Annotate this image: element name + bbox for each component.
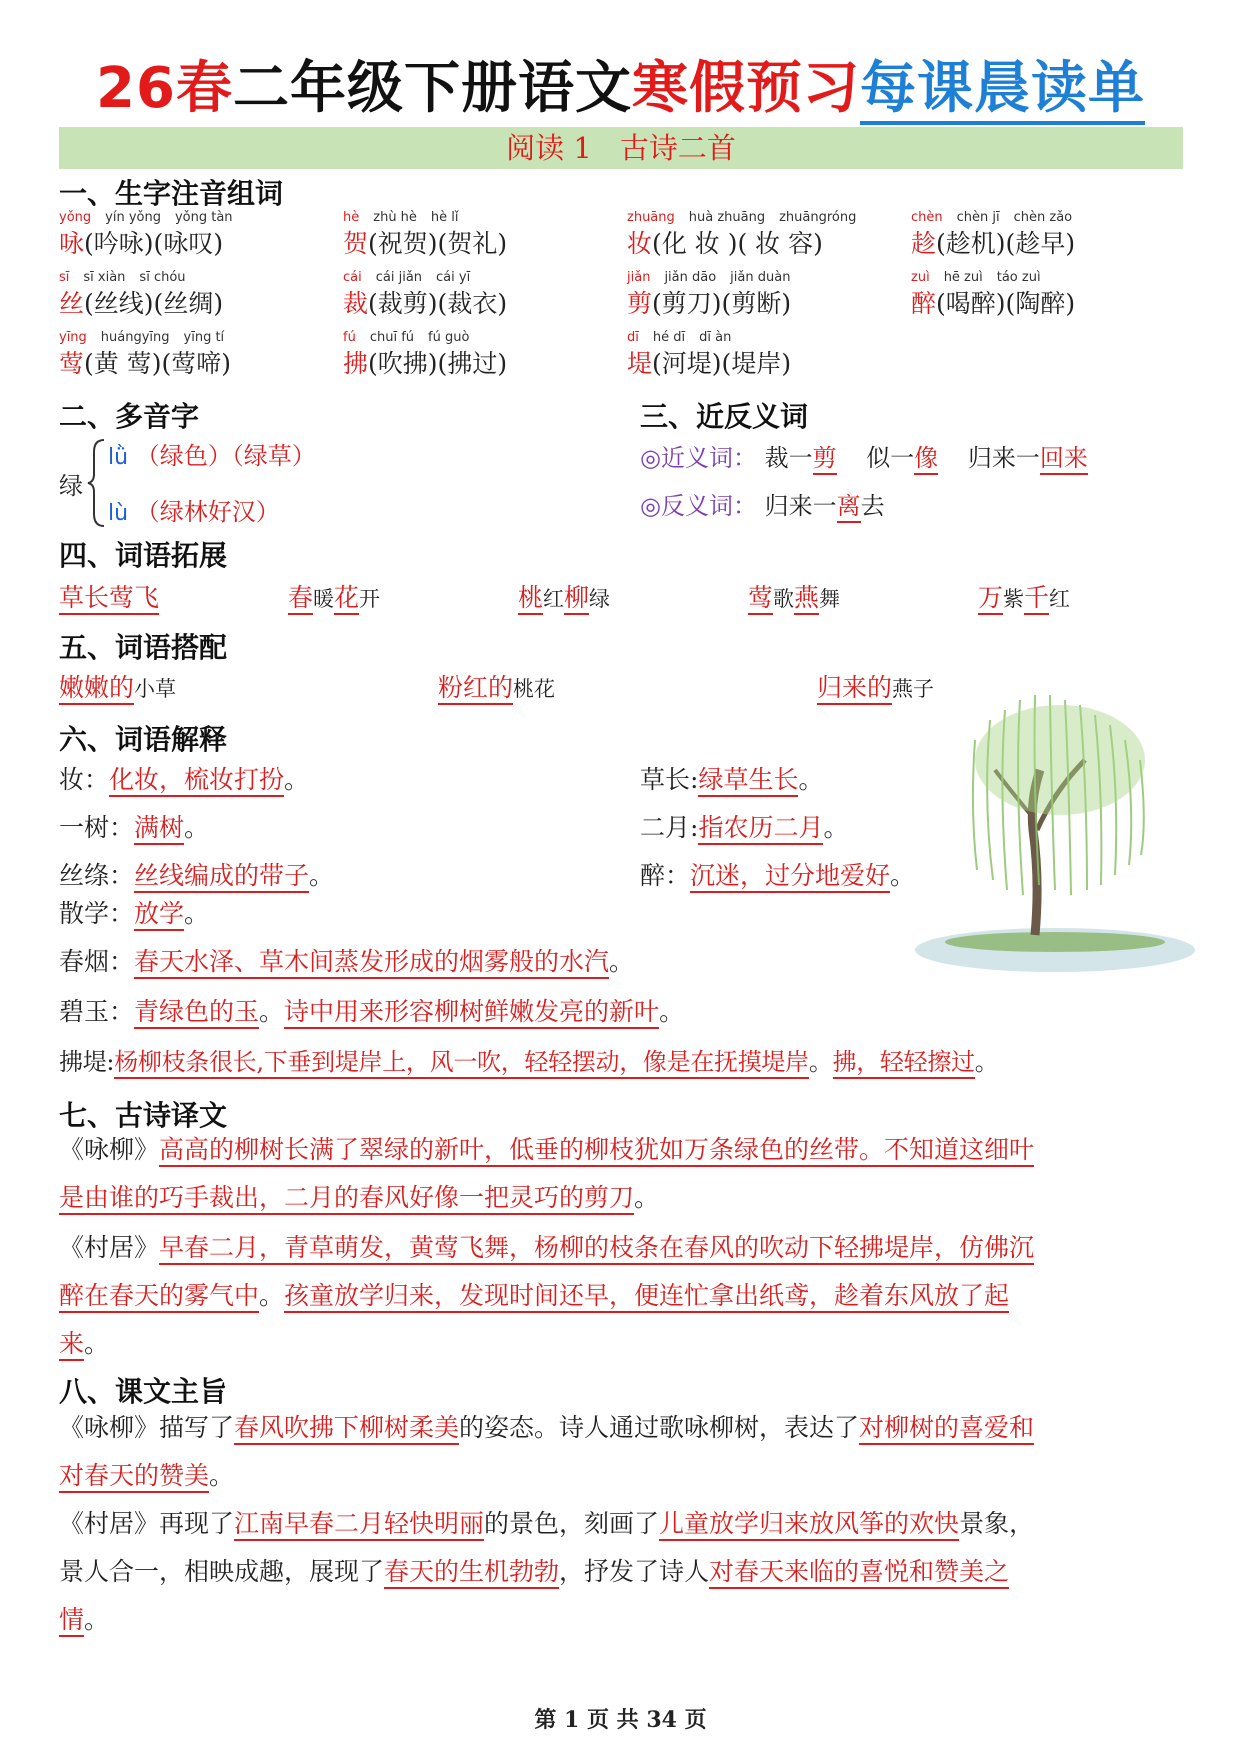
idiom-rest: 红: [1049, 587, 1071, 611]
syn-b: 像: [914, 444, 938, 475]
pinyin-row: [627, 270, 790, 285]
section-heading: 三、近反义词: [640, 400, 809, 433]
character: 裁: [343, 289, 369, 318]
translation-text: 是由谁的巧手裁出，二月的春风好像一把灵巧的剪刀: [59, 1183, 634, 1215]
word-pinyin: cái jiǎn: [375, 270, 423, 285]
syn-b: 剪: [813, 444, 837, 475]
syn-a: 归来一: [967, 444, 1040, 472]
idiom-item: [59, 578, 159, 614]
punct: 。: [890, 861, 916, 890]
char-pinyin: sī: [59, 270, 70, 285]
word: 化 妆: [661, 229, 728, 258]
pinyin: lǜ: [108, 445, 129, 470]
pinyin-row: [59, 210, 233, 225]
ant-b: 离: [837, 492, 861, 523]
pinyin: lù: [108, 501, 129, 526]
char-words: 丝(丝线)(丝绸): [59, 289, 224, 318]
char-pinyin: cái: [343, 270, 362, 285]
punct: 。: [209, 1461, 235, 1490]
character: 咏: [59, 229, 85, 258]
idiom-key: 春: [288, 583, 313, 615]
noun: 小草: [134, 677, 177, 701]
char-pinyin: zhuāng: [627, 210, 675, 225]
idiom-key: 花: [334, 583, 359, 615]
idiom-rest: 歌: [773, 587, 795, 611]
pinyin-row: [343, 270, 470, 285]
term: 碧玉：: [59, 997, 135, 1026]
punct: 。: [659, 997, 685, 1026]
meaning: 满树: [134, 813, 184, 845]
synonyms-line: [640, 438, 1088, 473]
meaning: 杨柳枝条很长,下垂到堤岸上，风一吹，轻轻摆动，像是在抚摸堤岸: [114, 1048, 809, 1079]
polyphone-reading-2: [108, 492, 280, 527]
word: 拂过: [447, 349, 498, 378]
char-pinyin: hè: [343, 210, 360, 225]
key-text: 儿童放学归来放风筝的欢快: [659, 1509, 959, 1541]
word-pinyin: dī àn: [699, 330, 732, 345]
character: 堤: [627, 349, 653, 378]
word-pinyin: cái yī: [436, 270, 471, 285]
word: 剪断: [731, 289, 782, 318]
idiom-rest: 红: [543, 587, 565, 611]
character: 莺: [59, 349, 85, 378]
idiom-rest: 舞: [819, 587, 841, 611]
term: 春烟：: [59, 947, 135, 976]
pinyin-row: [911, 270, 1041, 285]
title-grade: 二年级下册语文: [232, 56, 632, 121]
text: 《咏柳》描写了: [59, 1413, 235, 1442]
punct: 。: [808, 1048, 833, 1076]
punct: 。: [634, 1183, 660, 1212]
term: 拂堤:: [59, 1048, 115, 1076]
word: 吟咏: [93, 229, 144, 258]
char-pinyin: yǒng: [59, 210, 92, 225]
idiom-rest: 开: [359, 587, 381, 611]
punct: 。: [823, 813, 849, 842]
character: 趁: [911, 229, 937, 258]
punct: 。: [84, 1329, 110, 1358]
translation-yongliu: [59, 1126, 1189, 1222]
key-text: 对春天来临的喜悦和赞美之: [709, 1557, 1009, 1589]
punct: 。: [259, 997, 285, 1026]
syn-a: 裁一: [764, 444, 813, 472]
lesson-number: 阅读 1: [506, 131, 592, 165]
syn-a: 似一: [866, 444, 915, 472]
translation-cunju: [59, 1224, 1189, 1368]
definition-item: [59, 856, 334, 892]
polyphone-char: 绿: [59, 472, 83, 500]
punct: 。: [309, 861, 335, 890]
definition-item: [640, 856, 915, 892]
text: ，抒发了诗人: [559, 1557, 710, 1586]
term: 草长:: [640, 765, 699, 794]
punct: 。: [609, 947, 635, 976]
char-words: 莺(黄 莺)(莺啼): [59, 349, 232, 378]
word-pinyin: huángyīng: [100, 330, 170, 345]
modifier: 归来的: [817, 673, 892, 705]
meaning: 指农历二月: [698, 813, 823, 845]
text: 景象，: [959, 1509, 1035, 1538]
modifier: 嫩嫩的: [59, 673, 134, 705]
definition-item: [640, 760, 823, 796]
idiom-key: 燕: [794, 583, 819, 615]
word: 裁衣: [447, 289, 498, 318]
section-heading: 八、课文主旨: [59, 1375, 228, 1408]
definition-item: [59, 760, 309, 796]
char-words: 堤(河堤)(堤岸): [627, 349, 792, 378]
idiom-key: 千: [1024, 583, 1049, 615]
translation-text: 来: [59, 1329, 84, 1361]
idiom-item: [748, 578, 840, 614]
polyphone-reading-1: [108, 436, 316, 471]
word: 吹拂: [377, 349, 428, 378]
character: 妆: [627, 229, 653, 258]
word-pinyin: hē zuì: [943, 270, 983, 285]
antonyms-line: [640, 486, 885, 521]
char-words: 拂(吹拂)(拂过): [343, 349, 508, 378]
word-pinyin: chèn zǎo: [1013, 210, 1073, 225]
word: 喝醉: [945, 289, 996, 318]
brace-icon: [86, 438, 108, 528]
noun: 桃花: [513, 677, 556, 701]
word-pinyin: chuī fú: [369, 330, 415, 345]
word-pinyin: táo zuì: [996, 270, 1041, 285]
char-pinyin: chèn: [911, 210, 943, 225]
meaning: 春天水泽、草木间蒸发形成的烟雾般的水汽: [134, 947, 609, 979]
idiom-key: 万: [978, 583, 1003, 615]
page-title: [0, 44, 1241, 124]
modifier: 粉红的: [438, 673, 513, 705]
word: 裁剪: [377, 289, 428, 318]
char-words: 妆(化 妆 )( 妆 容): [627, 229, 823, 258]
word-pinyin: yín yǒng: [105, 210, 161, 225]
word-pinyin: jiǎn dāo: [664, 270, 717, 285]
meaning: 拂，轻轻擦过: [833, 1048, 975, 1079]
word: 黄 莺: [93, 349, 152, 378]
noun: 燕子: [892, 677, 935, 701]
idiom-item: [978, 578, 1070, 614]
word-pinyin: zhù hè: [373, 210, 417, 225]
word: 丝绸: [163, 289, 214, 318]
char-words: 咏(吟咏)(咏叹): [59, 229, 224, 258]
character: 贺: [343, 229, 369, 258]
term: 妆：: [59, 765, 110, 794]
character: 剪: [627, 289, 653, 318]
idiom-key: 莺飞: [109, 583, 159, 615]
text: 的景色，刻画了: [484, 1509, 660, 1538]
word: 妆 容: [747, 229, 814, 258]
character: 拂: [343, 349, 369, 378]
word: 贺礼: [447, 229, 498, 258]
pinyin-row: [911, 210, 1072, 225]
character: 丝: [59, 289, 85, 318]
idiom-key: 桃: [518, 583, 543, 615]
char-words: 醉(喝醉)(陶醉): [911, 289, 1076, 318]
syn-b: 回来: [1040, 444, 1088, 475]
meaning: 放学: [134, 899, 184, 931]
punct: 。: [259, 1281, 285, 1310]
section-heading: 七、古诗译文: [59, 1099, 228, 1132]
definition-item: [59, 1042, 998, 1077]
definition-item: [59, 992, 684, 1028]
idiom-item: [288, 578, 380, 614]
char-words: 剪(剪刀)(剪断): [627, 289, 792, 318]
pinyin-row: [59, 330, 224, 345]
text: 景人合一，相映成趣，展现了: [59, 1557, 385, 1586]
key-text: 情: [59, 1605, 84, 1637]
idiom-rest: 绿: [589, 587, 611, 611]
title-sheet: 每课晨读单: [860, 56, 1145, 125]
char-pinyin: fú: [343, 330, 356, 345]
lesson-name: 古诗二首: [619, 131, 736, 165]
word-pinyin: sī xiàn: [83, 270, 126, 285]
poem-title: 《村居》: [59, 1233, 160, 1262]
translation-text: 早春二月，青草萌发，黄莺飞舞，杨柳的枝条在春风的吹动下轻拂堤岸，仿佛沉: [159, 1233, 1034, 1265]
page-footer: 第 1 页 共 34 页: [534, 1707, 707, 1733]
key-text: 春天的生机勃勃: [384, 1557, 559, 1589]
char-pinyin: zuì: [911, 270, 930, 285]
poem-title: 《咏柳》: [59, 1135, 160, 1164]
meaning: 诗中用来形容柳树鲜嫩发亮的新叶: [284, 997, 659, 1029]
meaning: 丝线编成的带子: [134, 861, 309, 893]
key-text: 对柳树的喜爱和: [859, 1413, 1034, 1445]
definition-item: [640, 808, 848, 844]
pinyin-row: [343, 210, 459, 225]
pinyin-row: [627, 330, 731, 345]
key-text: 江南早春二月轻快明丽: [234, 1509, 484, 1541]
definition-item: [59, 808, 209, 844]
word-pinyin: yǒng tàn: [174, 210, 233, 225]
word: 莺啼: [171, 349, 222, 378]
translation-text: 醉在春天的雾气中: [59, 1281, 259, 1313]
term: 一树：: [59, 813, 135, 842]
lesson-banner: [59, 127, 1183, 169]
idiom-rest: 紫: [1003, 587, 1025, 611]
theme-yongliu: [59, 1404, 1189, 1500]
section-heading: 五、词语搭配: [59, 631, 228, 664]
term: 丝绦：: [59, 861, 135, 890]
word-pinyin: fú guò: [428, 330, 470, 345]
meaning: 化妆，梳妆打扮: [109, 765, 284, 797]
words: （绿林好汉）: [135, 498, 280, 526]
pinyin-row: [343, 330, 469, 345]
collocation-item: [438, 668, 555, 704]
punct: 。: [974, 1048, 999, 1076]
translation-text: 高高的柳树长满了翠绿的新叶，低垂的柳枝犹如万条绿色的丝带。不知道这细叶: [159, 1135, 1034, 1167]
pinyin-row: [59, 270, 186, 285]
word: 趁早: [1015, 229, 1066, 258]
character: 醉: [911, 289, 937, 318]
word: 咏叹: [163, 229, 214, 258]
idiom-key: 莺: [748, 583, 773, 615]
text: 的姿态。诗人通过歌咏柳树，表达了: [459, 1413, 860, 1442]
word-pinyin: huà zhuāng: [688, 210, 766, 225]
words: （绿色）（绿草）: [135, 442, 316, 470]
ant-a: 归来一: [764, 492, 837, 520]
char-pinyin: yīng: [59, 330, 87, 345]
char-words: 贺(祝贺)(贺礼): [343, 229, 508, 258]
idiom-key: 草长: [59, 583, 109, 615]
section-heading: 一、生字注音组词: [59, 177, 284, 210]
char-pinyin: dī: [627, 330, 639, 345]
word-pinyin: hè lǐ: [430, 210, 459, 225]
punct: 。: [184, 813, 210, 842]
title-year: 26春: [96, 56, 233, 121]
term: 二月:: [640, 813, 699, 842]
idiom-item: [518, 578, 610, 614]
word-pinyin: zhuāngróng: [779, 210, 857, 225]
char-words: 裁(裁剪)(裁衣): [343, 289, 508, 318]
char-words: 趁(趁机)(趁早): [911, 229, 1076, 258]
punct: 。: [284, 765, 310, 794]
word: 陶醉: [1015, 289, 1066, 318]
punct: 。: [798, 765, 824, 794]
term: 醉：: [640, 861, 691, 890]
section-heading: 二、多音字: [59, 400, 200, 433]
punct: 。: [84, 1605, 110, 1634]
idiom-rest: 暖: [313, 587, 335, 611]
translation-text: 孩童放学归来，发现时间还早，便连忙拿出纸鸢，趁着东风放了起: [284, 1281, 1009, 1313]
section-heading: 六、词语解释: [59, 723, 228, 756]
definition-item: [59, 894, 209, 930]
ant-c: 去: [860, 492, 885, 520]
word-pinyin: sī chóu: [139, 270, 186, 285]
willow-tree-image: [915, 680, 1205, 980]
word: 堤岸: [731, 349, 782, 378]
word-pinyin: yīng tí: [183, 330, 225, 345]
punct: 。: [184, 899, 210, 928]
char-pinyin: jiǎn: [627, 270, 651, 285]
title-preview: 寒假预习: [631, 56, 860, 121]
key-text: 春风吹拂下柳树柔美: [234, 1413, 459, 1445]
synonym-label: ◎近义词：: [640, 444, 757, 472]
word: 趁机: [945, 229, 996, 258]
word-pinyin: jiǎn duàn: [730, 270, 791, 285]
word: 丝线: [93, 289, 144, 318]
word: 剪刀: [661, 289, 712, 318]
definition-item: [59, 942, 634, 978]
key-text: 对春天的赞美: [59, 1461, 209, 1493]
word-pinyin: hé dī: [652, 330, 686, 345]
meaning: 沉迷，过分地爱好: [690, 861, 890, 893]
meaning: 青绿色的玉: [134, 997, 259, 1029]
collocation-item: [59, 668, 176, 704]
word-pinyin: chèn jī: [956, 210, 1000, 225]
antonym-label: ◎反义词：: [640, 492, 757, 520]
meaning: 绿草生长: [698, 765, 798, 797]
idiom-key: 柳: [564, 583, 589, 615]
word: 河堤: [661, 349, 712, 378]
word: 祝贺: [377, 229, 428, 258]
term: 散学：: [59, 899, 135, 928]
theme-cunju: [59, 1500, 1189, 1644]
text: 《村居》再现了: [59, 1509, 235, 1538]
section-heading: 四、词语拓展: [59, 539, 228, 572]
pinyin-row: [627, 210, 856, 225]
